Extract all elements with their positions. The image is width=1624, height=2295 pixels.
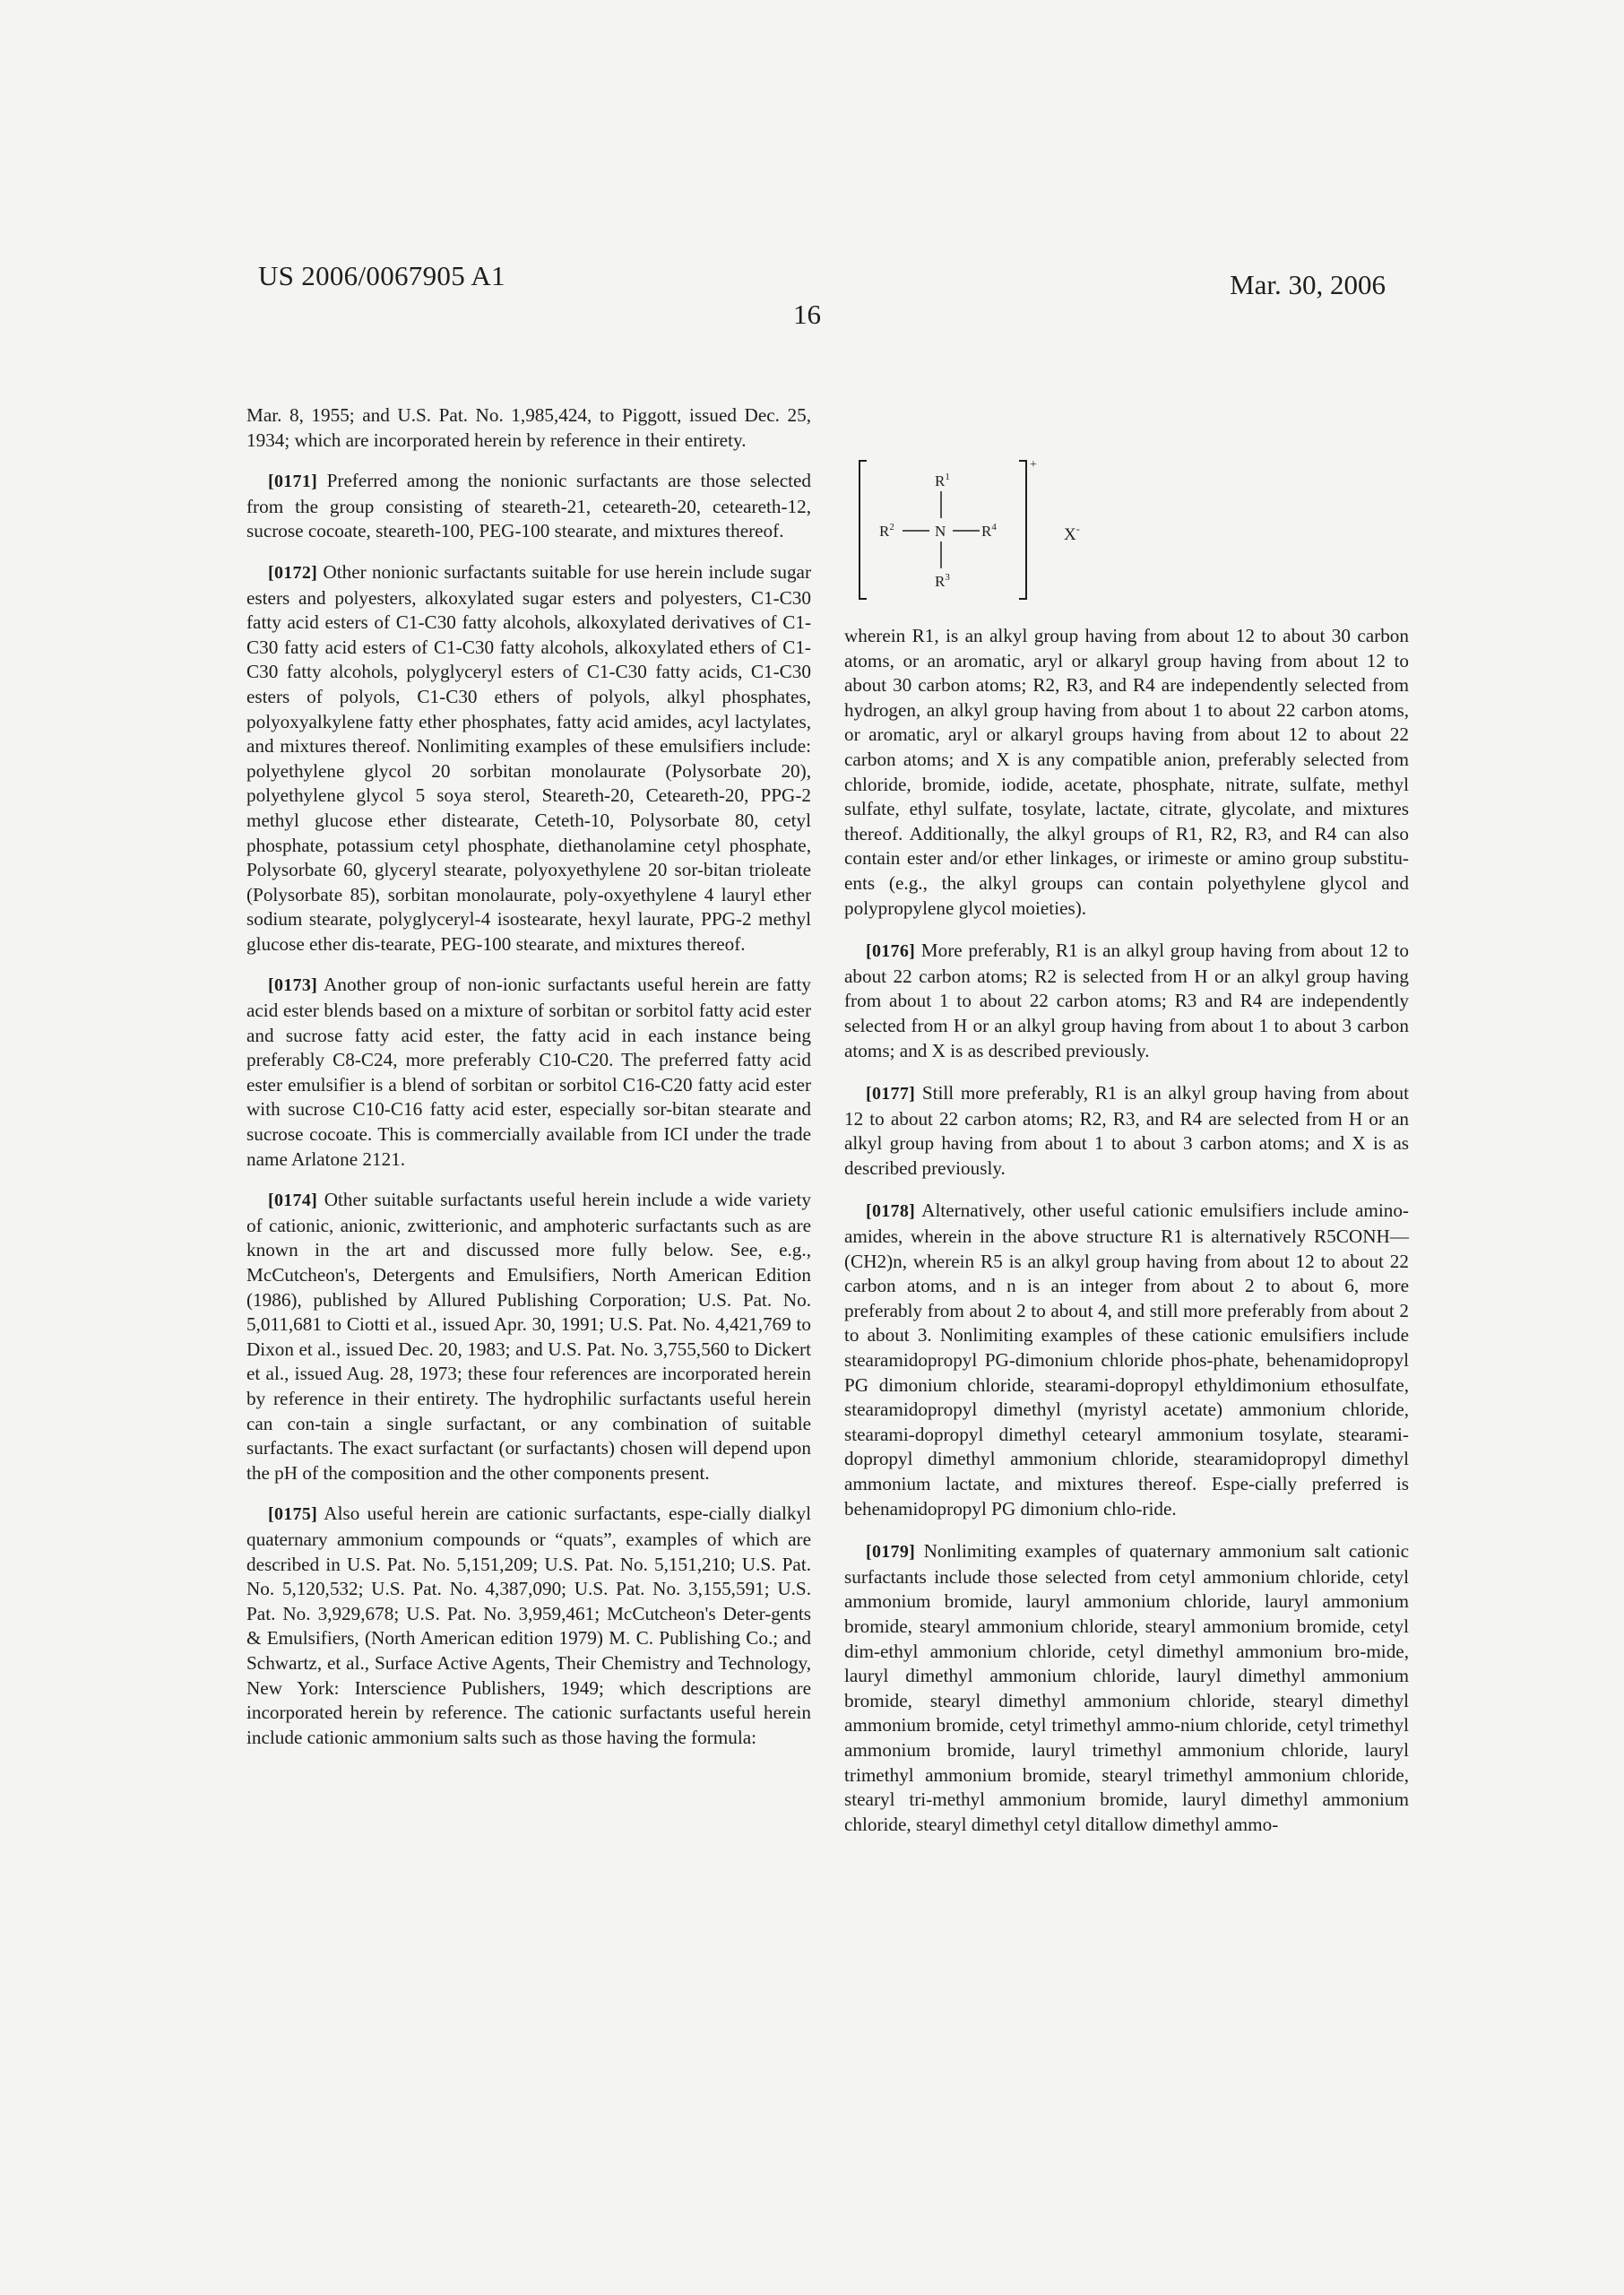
r2-label: $R^2$	[879, 522, 894, 540]
paragraph-number: [0175]	[268, 1504, 318, 1525]
right-column	[844, 624, 1409, 1855]
paragraph-intro: Mar. 8, 1955; and U.S. Pat. No. 1,985,424, to Piggott, issued Dec. 25, 1934; which are incorporated herein by reference in their entirety.	[246, 404, 811, 451]
paragraph-0174: [0174] Other suitable surfactants useful herein include a wide variety of cationic, anionic, zwitterionic, and amphoteric surfactants such as are known in the art and discussed more fully below. See, e.g., McCutcheon's, Detergents and Emulsifiers, North American Edition (1986), published by Allured Publishing Corporation; U.S. Pat. No. 5,011,681 to Ciotti et al., issued Apr. 30, 1991; U.S. Pat. No. 4,421,769 to Dixon et al., issued Dec. 20, 1983; and U.S. Pat. No. 3,755,560 to Dickert et al., issued Aug. 28, 1973; these four references are incorporated herein by reference in their entirety. The hydrophilic surfactants useful herein can con-tain a single surfactant, or any combination of suitable surfactants. The exact surfactant (or surfactants) chosen will depend upon the pH of the composition and the other components present.	[246, 1189, 811, 1484]
paragraph-0175: [0175] Also useful herein are cationic surfactants, espe-cially dialkyl quaternary ammonium compounds or “quats”, examples of which are described in U.S. Pat. No. 5,151,209; U.S. Pat. No. 5,151,210; U.S. Pat. No. 5,120,532; U.S. Pat. No. 4,387,090; U.S. Pat. No. 3,155,591; U.S. Pat. No. 3,929,678; U.S. Pat. No. 3,959,461; McCutcheon's Deter-gents & Emulsifiers, (North American edition 1979) M. C. Publishing Co.; and Schwartz, et al., Surface Active Agents, Their Chemistry and Technology, New York: Interscience Publishers, 1949; which descriptions are incorporated herein by reference. The cationic surfactants useful herein include cationic ammonium salts such as those having the formula:	[246, 1503, 811, 1748]
right-bracket	[1019, 461, 1026, 599]
paragraph-0177: [0177] Still more preferably, R1 is an alkyl group having from about 12 to about 22 carbon atoms; R2, R3, and R4 are selected from H or an alkyl group having from about 1 to about 3 carbon atoms; and X is as described previously.	[844, 1082, 1410, 1179]
r1-label: $R^1$	[935, 472, 950, 489]
page-number: 16	[793, 299, 821, 330]
paragraph-number: [0171]	[268, 472, 318, 492]
paragraph-wherein: wherein R1, is an alkyl group having from about 12 to about 30 carbon atoms, or an aromatic, aryl or alkaryl group having from about 12 to about 30 carbon atoms; R2, R3, and R4 are independently selected from hydrogen, an alkyl group having from about 1 to about 22 carbon atoms, or aromatic, aryl or alkaryl groups having from about 12 to about 22 carbon atoms; and X is any compatible anion, preferably selected from chloride, bromide, iodide, acetate, phosphate, nitrate, sulfate, methyl sulfate, ethyl sulfate, tosylate, lactate, citrate, glycolate, and mixtures thereof. Additionally, the alkyl groups of R1, R2, R3, and R4 can also contain ester and/or ether linkages, or irimeste or amino group substitu-ents (e.g., the alkyl groups can contain polyethylene glycol and polypropylene glycol moieties).	[844, 625, 1409, 919]
r4-label: $R^4$	[981, 522, 997, 540]
paragraph-number: [0176]	[866, 941, 916, 962]
patent-number: US 2006/0067905 A1	[258, 260, 505, 291]
paragraph-0173: [0173] Another group of non-ionic surfactants useful herein are fatty acid ester blends based on a mixture of sorbitan or sorbitol fatty acid ester and sucrose fatty acid ester, the fatty acid in each instance being preferably C8-C24, more preferably C10-C20. The preferred fatty acid ester emulsifier is a blend of sorbitan or sorbitol C16-C20 fatty acid ester with sucrose C10-C16 fatty acid ester, especially sor-bitan stearate and sucrose cocoate. This is commercially available from ICI under the trade name Arlatone 2121.	[246, 974, 811, 1170]
paragraph-0171: [0171] Preferred among the nonionic surfactants are those selected from the group consisting of steareth-21, ceteareth-20, ceteareth-12, sucrose cocoate, steareth-100, PEG-100 stearate, and mixtures thereof.	[246, 470, 812, 542]
paragraph-0172: [0172] Other nonionic surfactants suitable for use herein include sugar esters and polyesters, alkoxylated sugar esters and polyesters, C1-C30 fatty acid esters of C1-C30 fatty alcohols, alkoxylated derivatives of C1-C30 fatty acid esters of C1-C30 fatty alcohols, alkoxylated ethers of C1-C30 fatty alcohols, polyglyceryl esters of C1-C30 fatty acids, C1-C30 esters of polyols, C1-C30 ethers of polyols, alkyl phosphates, polyoxyalkylene fatty ether phosphates, fatty acid amides, acyl lactylates, and mixtures thereof. Nonlimiting examples of these emulsifiers include: polyethylene glycol 20 sorbitan monolaurate (Polysorbate 20), polyethylene glycol 5 soya sterol, Steareth-20, Ceteareth-20, PPG-2 methyl glucose ether distearate, Ceteth-10, Polysorbate 80, cetyl phosphate, potassium cetyl phosphate, diethanolamine cetyl phosphate, Polysorbate 60, glyceryl stearate, polyoxyethylene 20 sor-bitan trioleate (Polysorbate 85), sorbitan monolaurate, poly-oxyethylene 4 lauryl ether sodium stearate, polyglyceryl-4 isostearate, hexyl laurate, PPG-2 methyl glucose ether dis-tearate, PEG-100 stearate, and mixtures thereof.	[246, 560, 811, 955]
nitrogen-label: N	[935, 523, 946, 540]
paragraph-number: [0172]	[268, 562, 318, 583]
paragraph-number: [0173]	[268, 975, 318, 996]
formula-drawing	[856, 454, 1125, 606]
anion-label: X-	[1064, 523, 1080, 544]
publication-date: Mar. 30, 2006	[1230, 269, 1386, 300]
r3-label: $R^3$	[935, 572, 950, 590]
left-column	[246, 403, 811, 1766]
paragraph-0179: [0179] Nonlimiting examples of quaternary ammonium salt cationic surfactants include those selected from cetyl ammonium chloride, cetyl ammonium bromide, lauryl ammonium chloride, lauryl ammonium bromide, stearyl ammonium chloride, stearyl ammonium bromide, cetyl dim-ethyl ammonium chloride, cetyl dimethyl ammonium bro-mide, lauryl dimethyl ammonium chloride, lauryl dimethyl ammonium bromide, stearyl dimethyl ammonium chloride, stearyl dimethyl ammonium bromide, cetyl trimethyl ammo-nium chloride, cetyl trimethyl ammonium bromide, lauryl trimethyl ammonium chloride, lauryl trimethyl ammonium bromide, stearyl trimethyl ammonium chloride, stearyl tri-methyl ammonium bromide, lauryl dimethyl ammonium chloride, stearyl dimethyl cetyl ditallow dimethyl ammo-	[844, 1540, 1409, 1835]
paragraph-number: [0178]	[866, 1201, 916, 1222]
paragraph-number: [0179]	[866, 1542, 916, 1563]
paragraph-0176: [0176] More preferably, R1 is an alkyl group having from about 12 to about 22 carbon atoms; R2 is selected from H or an alkyl group having from about 1 to about 22 carbon atoms; R3 and R4 are independently selected from H or an alkyl group having from about 1 to about 3 carbon atoms; and X is as described previously.	[844, 940, 1410, 1061]
positive-charge: +	[1030, 458, 1037, 472]
ammonium-structural-formula	[856, 454, 1125, 606]
left-bracket	[860, 461, 867, 599]
paragraph-number: [0177]	[866, 1084, 916, 1104]
paragraph-number: [0174]	[268, 1191, 318, 1211]
paragraph-0178: [0178] Alternatively, other useful cationic emulsifiers include amino-amides, wherein in the above structure R1 is alternatively R5CONH— (CH2)n, wherein R5 is an alkyl group having from about 12 to about 22 carbon atoms, and n is an integer from about 2 to about 6, more preferably from about 2 to about 4, and still more preferably from about 2 to about 3. Nonlimiting examples of these cationic emulsifiers include stearamidopropyl PG-dimonium chloride phos-phate, behenamidopropyl PG dimonium chloride, stearami-dopropyl ethyldimonium ethosulfate, stearamidopropyl dimethyl (myristyl acetate) ammonium chloride, stearami-dopropyl dimethyl cetearyl ammonium tosylate, stearami-dopropyl dimethyl ammonium chloride, stearamidopropyl dimethyl ammonium lactate, and mixtures thereof. Espe-cially preferred is behenamidopropyl PG dimonium chlo-ride.	[844, 1199, 1409, 1520]
